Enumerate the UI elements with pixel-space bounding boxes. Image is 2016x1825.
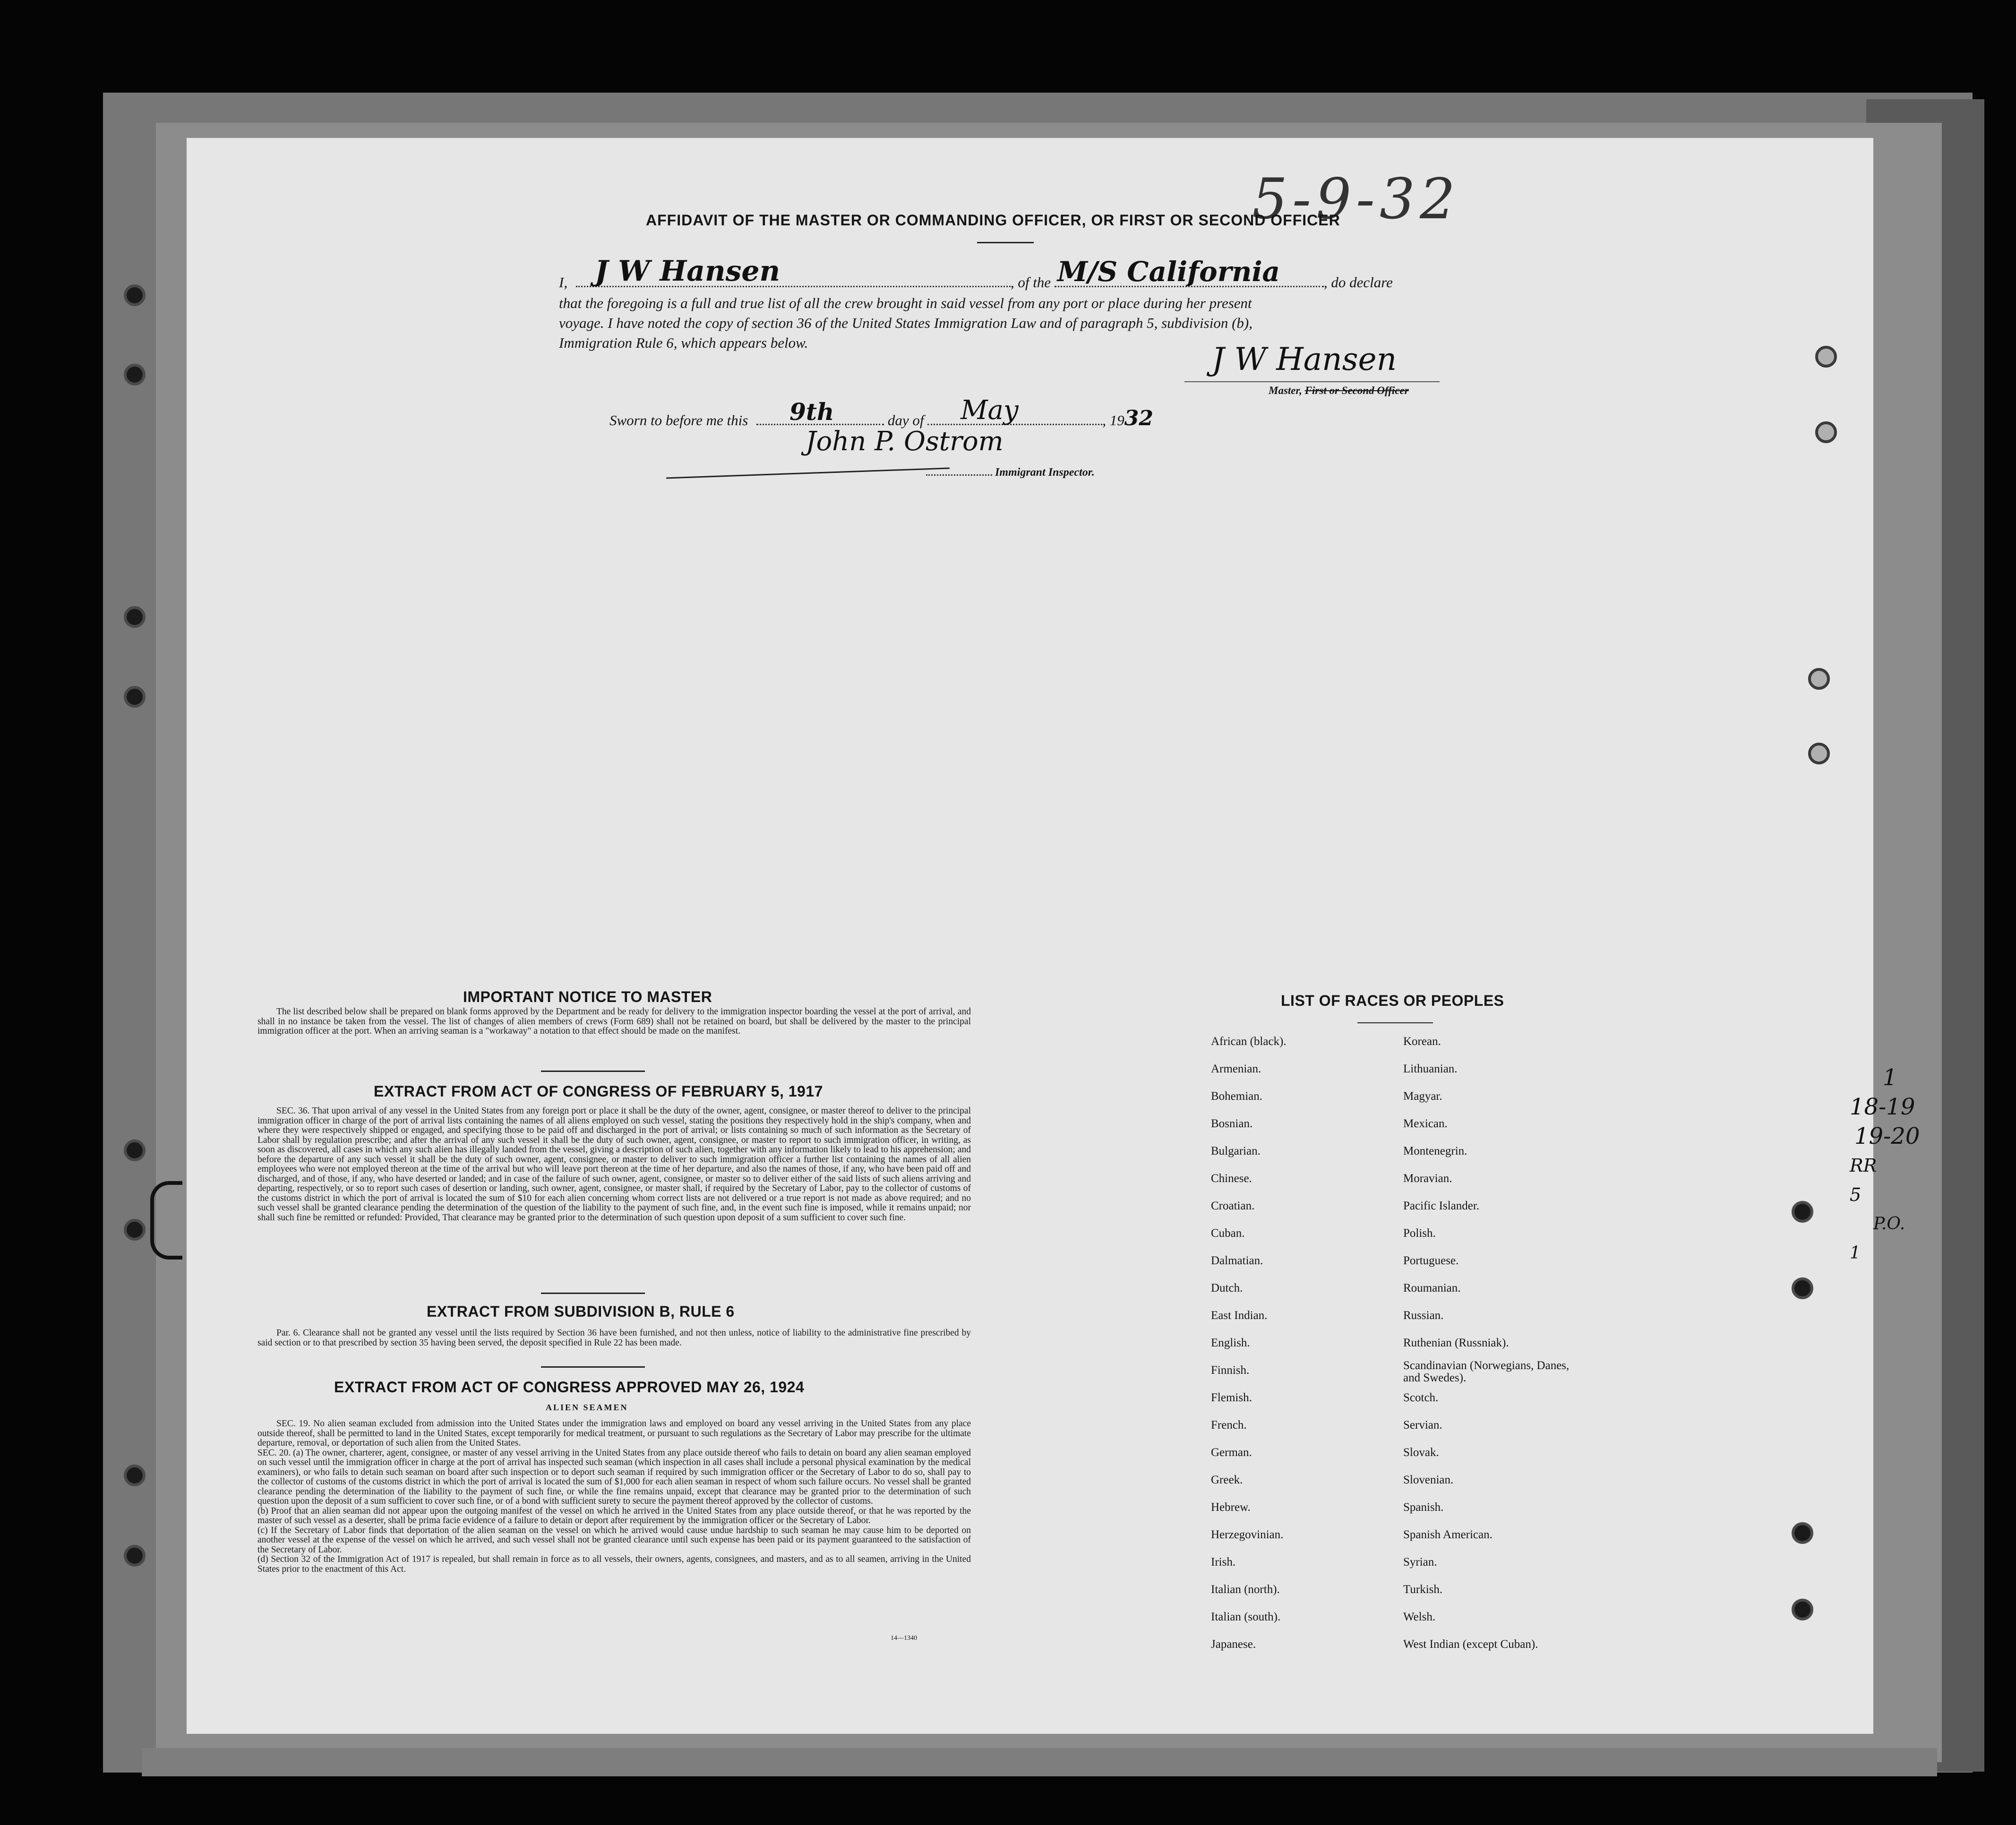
divider xyxy=(541,1071,645,1072)
binder-hole xyxy=(1808,743,1830,764)
vessel-field xyxy=(1055,256,1324,288)
clip-mark xyxy=(150,1181,182,1260)
do-declare-label: , do declare xyxy=(1323,274,1393,291)
race-item: Moravian. xyxy=(1403,1172,1452,1185)
margin-note: 18-19 xyxy=(1850,1094,1915,1120)
binder-hole xyxy=(1792,1599,1813,1620)
of-the-label: , of the xyxy=(1010,274,1051,291)
act-1917-title: EXTRACT FROM ACT OF CONGRESS OF FEBRUARY 5, 1917 xyxy=(374,1083,823,1100)
master-caption xyxy=(1269,385,1409,397)
race-item: Italian (north). xyxy=(1211,1583,1280,1596)
binder-hole xyxy=(124,686,146,708)
margin-note: RR xyxy=(1850,1155,1877,1176)
race-item: Korean. xyxy=(1403,1035,1441,1048)
month-field xyxy=(927,395,1102,426)
sworn-year: 32 xyxy=(1124,406,1153,430)
alien-seamen-heading: ALIEN SEAMEN xyxy=(546,1403,628,1412)
binder-hole xyxy=(1792,1522,1813,1544)
race-item: Finnish. xyxy=(1211,1364,1250,1377)
binder-hole xyxy=(124,284,146,306)
race-item: Welsh. xyxy=(1403,1611,1436,1623)
race-item: Slovak. xyxy=(1403,1446,1439,1459)
divider xyxy=(541,1366,645,1368)
master-signature: J W Hansen xyxy=(1212,341,1397,377)
form-number: 14—1340 xyxy=(891,1635,917,1642)
race-item: Armenian. xyxy=(1211,1062,1261,1075)
binder-hole xyxy=(1815,421,1837,443)
inspector-caption xyxy=(926,466,1095,479)
binder-hole xyxy=(124,364,146,386)
race-item: Herzegovinian. xyxy=(1211,1528,1284,1541)
race-item: Scotch. xyxy=(1403,1391,1439,1404)
race-item: Montenegrin. xyxy=(1403,1145,1467,1157)
margin-note: 19-20 xyxy=(1854,1123,1920,1149)
margin-note: 1 xyxy=(1883,1064,1897,1091)
race-item: Hebrew. xyxy=(1211,1501,1251,1514)
race-item: Servian. xyxy=(1403,1419,1442,1431)
sworn-day: 9th xyxy=(789,398,834,426)
race-item: Lithuanian. xyxy=(1403,1062,1458,1075)
year-prefix: , 19 xyxy=(1102,412,1124,428)
race-item: German. xyxy=(1211,1446,1252,1459)
sworn-label: Sworn to before me this xyxy=(609,412,748,428)
vessel-name: M/S California xyxy=(1057,256,1280,288)
day-of-label: day of xyxy=(887,412,924,428)
divider xyxy=(977,242,1034,243)
i-label: I, xyxy=(559,274,568,291)
race-item: Spanish American. xyxy=(1403,1528,1493,1541)
race-item: Slovenian. xyxy=(1403,1474,1454,1486)
race-item: Ruthenian (Russniak). xyxy=(1403,1337,1509,1349)
race-item: Portuguese. xyxy=(1403,1254,1459,1267)
margin-note: P.O. xyxy=(1873,1214,1905,1234)
notice-text: The list described below shall be prepared on blank forms approved by the Department and be ready for delivery to the immigration inspector boarding the vessel at the port of arrival, and shall in no instance be taken from the vessel. The list of changes of alien members of crews (Form 689) shall not be retained on board, but shall be delivered by the master to the principal immigration officer at the port. When an arriving seaman is a "workaway" a notation to that effect should be made on the manifest. xyxy=(257,1007,971,1036)
sworn-month: May xyxy=(961,395,1019,426)
margin-note: 1 xyxy=(1850,1243,1861,1263)
race-item: Bulgarian. xyxy=(1211,1145,1261,1157)
race-item: Bohemian. xyxy=(1211,1090,1263,1103)
race-item: Bosnian. xyxy=(1211,1117,1253,1130)
races-title: LIST OF RACES OR PEOPLES xyxy=(1281,992,1504,1009)
master-label: Master, xyxy=(1269,385,1302,396)
binder-hole xyxy=(1815,346,1837,368)
divider xyxy=(1357,1022,1433,1023)
race-item: Flemish. xyxy=(1211,1391,1252,1404)
inspector-flourish xyxy=(666,468,950,479)
inspector-label: Immigrant Inspector. xyxy=(995,466,1095,479)
race-item: Cuban. xyxy=(1211,1227,1245,1240)
race-item: Pacific Islander. xyxy=(1403,1200,1480,1212)
binder-hole xyxy=(124,1465,146,1486)
race-item: Dutch. xyxy=(1211,1282,1243,1294)
rule-b6-title: EXTRACT FROM SUBDIVISION B, RULE 6 xyxy=(427,1303,735,1320)
race-item: Syrian. xyxy=(1403,1556,1437,1568)
race-item: Magyar. xyxy=(1403,1090,1442,1103)
day-field xyxy=(756,398,884,426)
rule-b6-text: Par. 6. Clearance shall not be granted any vessel until the lists required by Section 36 have been furnished, and not then unless, notice of liability to the administrative fine prescribed by said section or to that prescribed by section 35 having been served, the deposit specified in Rule 22 has been made. xyxy=(257,1328,971,1348)
binder-hole xyxy=(124,606,146,628)
race-item: Polish. xyxy=(1403,1227,1436,1240)
race-item: Russian. xyxy=(1403,1309,1444,1322)
race-item: Irish. xyxy=(1211,1556,1236,1568)
affidavit-line-3: voyage. I have noted the copy of section 36 of the United States Immigration Law and of paragraph 5, subdivision (b), xyxy=(559,315,1252,331)
declarant-signature: J W Hansen xyxy=(594,255,781,288)
race-item: Mexican. xyxy=(1403,1117,1448,1130)
divider xyxy=(541,1293,645,1294)
race-item: Scandinavian (Norwegians, Danes, and Swedes). xyxy=(1403,1359,1570,1384)
binder-hole xyxy=(1792,1277,1813,1299)
binder-hole xyxy=(1808,668,1830,690)
race-item: English. xyxy=(1211,1337,1250,1349)
binder-hole xyxy=(1792,1201,1813,1223)
first-second-officer-struck: First or Second Officer xyxy=(1304,385,1409,396)
signature-line xyxy=(1184,381,1440,382)
act-1924-text: SEC. 19. No alien seaman excluded from admission into the United States under the immigration laws and employed on board any vessel arriving in the United States from any place outside thereof, shall be permitted to land in the United States, except temporarily for medical treatment, or pursuant to such regulations as the Secretary of Labor may prescribe for the ultimate departure, removal, or deportation of such alien from the United States. SEC. 20. (a) The owner, charterer, agent, consignee, or master of any vessel arriving in the United States from any place outside thereof who fails to detain on board any alien seaman employed on such vessel until the immigration officer in charge at the port of arrival has inspected such seaman (which inspection in all cases shall include a personal physical examination by the medical examiners), or who fails to detain such seaman on board after such inspection or to deport such seaman if required by such immigration officer or the Secretary of Labor to do so, shall pay to the collector of customs of the customs district in which the port of arrival is located the sum of $1,000 for each alien seaman in respect of whom such failure occurs. No vessel shall be granted clearance pending the determination of the liability to the payment of such fine, or while the fine remains unpaid, except that clearance may be granted prior to the determination of such question upon the deposit of a sum sufficient to cover such fine, or of a bond with sufficient surety to secure the payment thereof approved by the collector of customs. (b) Proof that an alien seaman did not appear upon the outgoing manifest of the vessel on which he arrived in the United States from any place outside thereof, or that he was reported by the master of such vessel as a deserter, shall be prima facie evidence of a failure to detain or deport after requirement by the immigration officer or the Secretary of Labor. (c) If the Secretary of Labor finds that deportation of the alien seaman on the vessel on which he arrived would cause undue hardship to such seaman he may cause him to be deported on another vessel at the expense of the vessel on which he arrived, and such vessel shall not be granted clearance until such expense has been paid or its payment guaranteed to the satisfaction of the Secretary of Labor. (d) Section 32 of the Immigration Act of 1917 is repealed, but shall remain in force as to all vessels, their owners, agents, consignees, and masters, and as to all seamen, arriving in the United States prior to the enactment of this Act. xyxy=(257,1419,971,1574)
binder-hole xyxy=(124,1219,146,1241)
bottom-shadow xyxy=(142,1748,1937,1776)
affidavit-line-1 xyxy=(559,255,1393,291)
race-item: Dalmatian. xyxy=(1211,1254,1263,1267)
margin-notes xyxy=(1850,1063,1920,1268)
act-1917-text: SEC. 36. That upon arrival of any vessel in the United States from any foreign port or place it shall be the duty of the owner, agent, consignee, or master thereof to deliver to the principal immigration officer in charge of the port of arrival lists containing the names of all aliens employed on such vessel, stating the positions they respectively hold in the ship's company, when and where they were respectively shipped or engaged, and specifying those to be paid off and discharged in the port of arrival; or lists containing so much of such information as the Secretary of Labor shall by regulation prescribe; and after the arrival of any such vessel it shall be the duty of such owner, agent, consignee, or master to report to such immigration officer, in writing, as soon as discovered, all cases in which any such alien has illegally landed from the vessel, giving a description of such alien, together with any information likely to lead to his apprehension; and before the departure of any such vessel it shall be the duty of such owner, agent, consignee, or master to deliver to such immigration officer a further list containing the names of all alien employees who were not employed thereon at the time of the arrival but who will leave port thereon at the time of her departure, and also the names of those, if any, who have been paid off and discharged, and of those, if any, who have deserted or landed; and in case of the failure of such owner, agent, consignee, or master so to deliver either of the said lists of such aliens arriving and departing, respectively, or so to report such cases of desertion or landing, such owner, agent, consignee, or master shall, if required by the Secretary of Labor, pay to the collector of customs of the customs district in which the port of arrival is located the sum of $10 for each alien concerning whom correct lists are not delivered or a true report is not made as above required; and no such vessel shall be granted clearance pending the determination of the question of the liability to the payment of such fine, and, in the event such fine is imposed, while it remains unpaid; nor shall such fine be remitted or refunded: Provided, That clearance may be granted prior to the determination of such question upon deposit of a sum sufficient to cover such fine. xyxy=(257,1106,971,1223)
race-item: Roumanian. xyxy=(1403,1282,1461,1294)
race-item: Croatian. xyxy=(1211,1200,1255,1212)
race-item: West Indian (except Cuban). xyxy=(1403,1638,1538,1651)
notice-title: IMPORTANT NOTICE TO MASTER xyxy=(463,988,712,1005)
act-1924-title: EXTRACT FROM ACT OF CONGRESS APPROVED MAY 26, 1924 xyxy=(334,1379,805,1396)
inspector-signature: John P. Ostrom xyxy=(806,426,1004,457)
race-item: East Indian. xyxy=(1211,1309,1268,1322)
race-item: Spanish. xyxy=(1403,1501,1444,1514)
race-item: African (black). xyxy=(1211,1035,1287,1048)
race-item: Italian (south). xyxy=(1211,1611,1281,1623)
race-item: Turkish. xyxy=(1403,1583,1443,1596)
margin-note: 5 xyxy=(1850,1184,1862,1205)
race-item: Greek. xyxy=(1211,1474,1243,1486)
race-item: Chinese. xyxy=(1211,1172,1252,1185)
date-annotation: 5-9-32 xyxy=(1252,166,1460,231)
affidavit-page xyxy=(187,138,1873,1734)
binder-hole xyxy=(124,1140,146,1161)
race-item: Japanese. xyxy=(1211,1638,1256,1651)
affidavit-title: AFFIDAVIT OF THE MASTER OR COMMANDING OFFICER, OR FIRST OR SECOND OFFICER xyxy=(646,212,1340,229)
declarant-field xyxy=(576,255,1011,288)
affidavit-line-2: that the foregoing is a full and true list of all the crew brought in said vessel from any port or place during her present xyxy=(559,295,1252,311)
binder-hole xyxy=(124,1545,146,1567)
affidavit-line-4: Immigration Rule 6, which appears below. xyxy=(559,334,808,351)
race-item: French. xyxy=(1211,1419,1247,1431)
